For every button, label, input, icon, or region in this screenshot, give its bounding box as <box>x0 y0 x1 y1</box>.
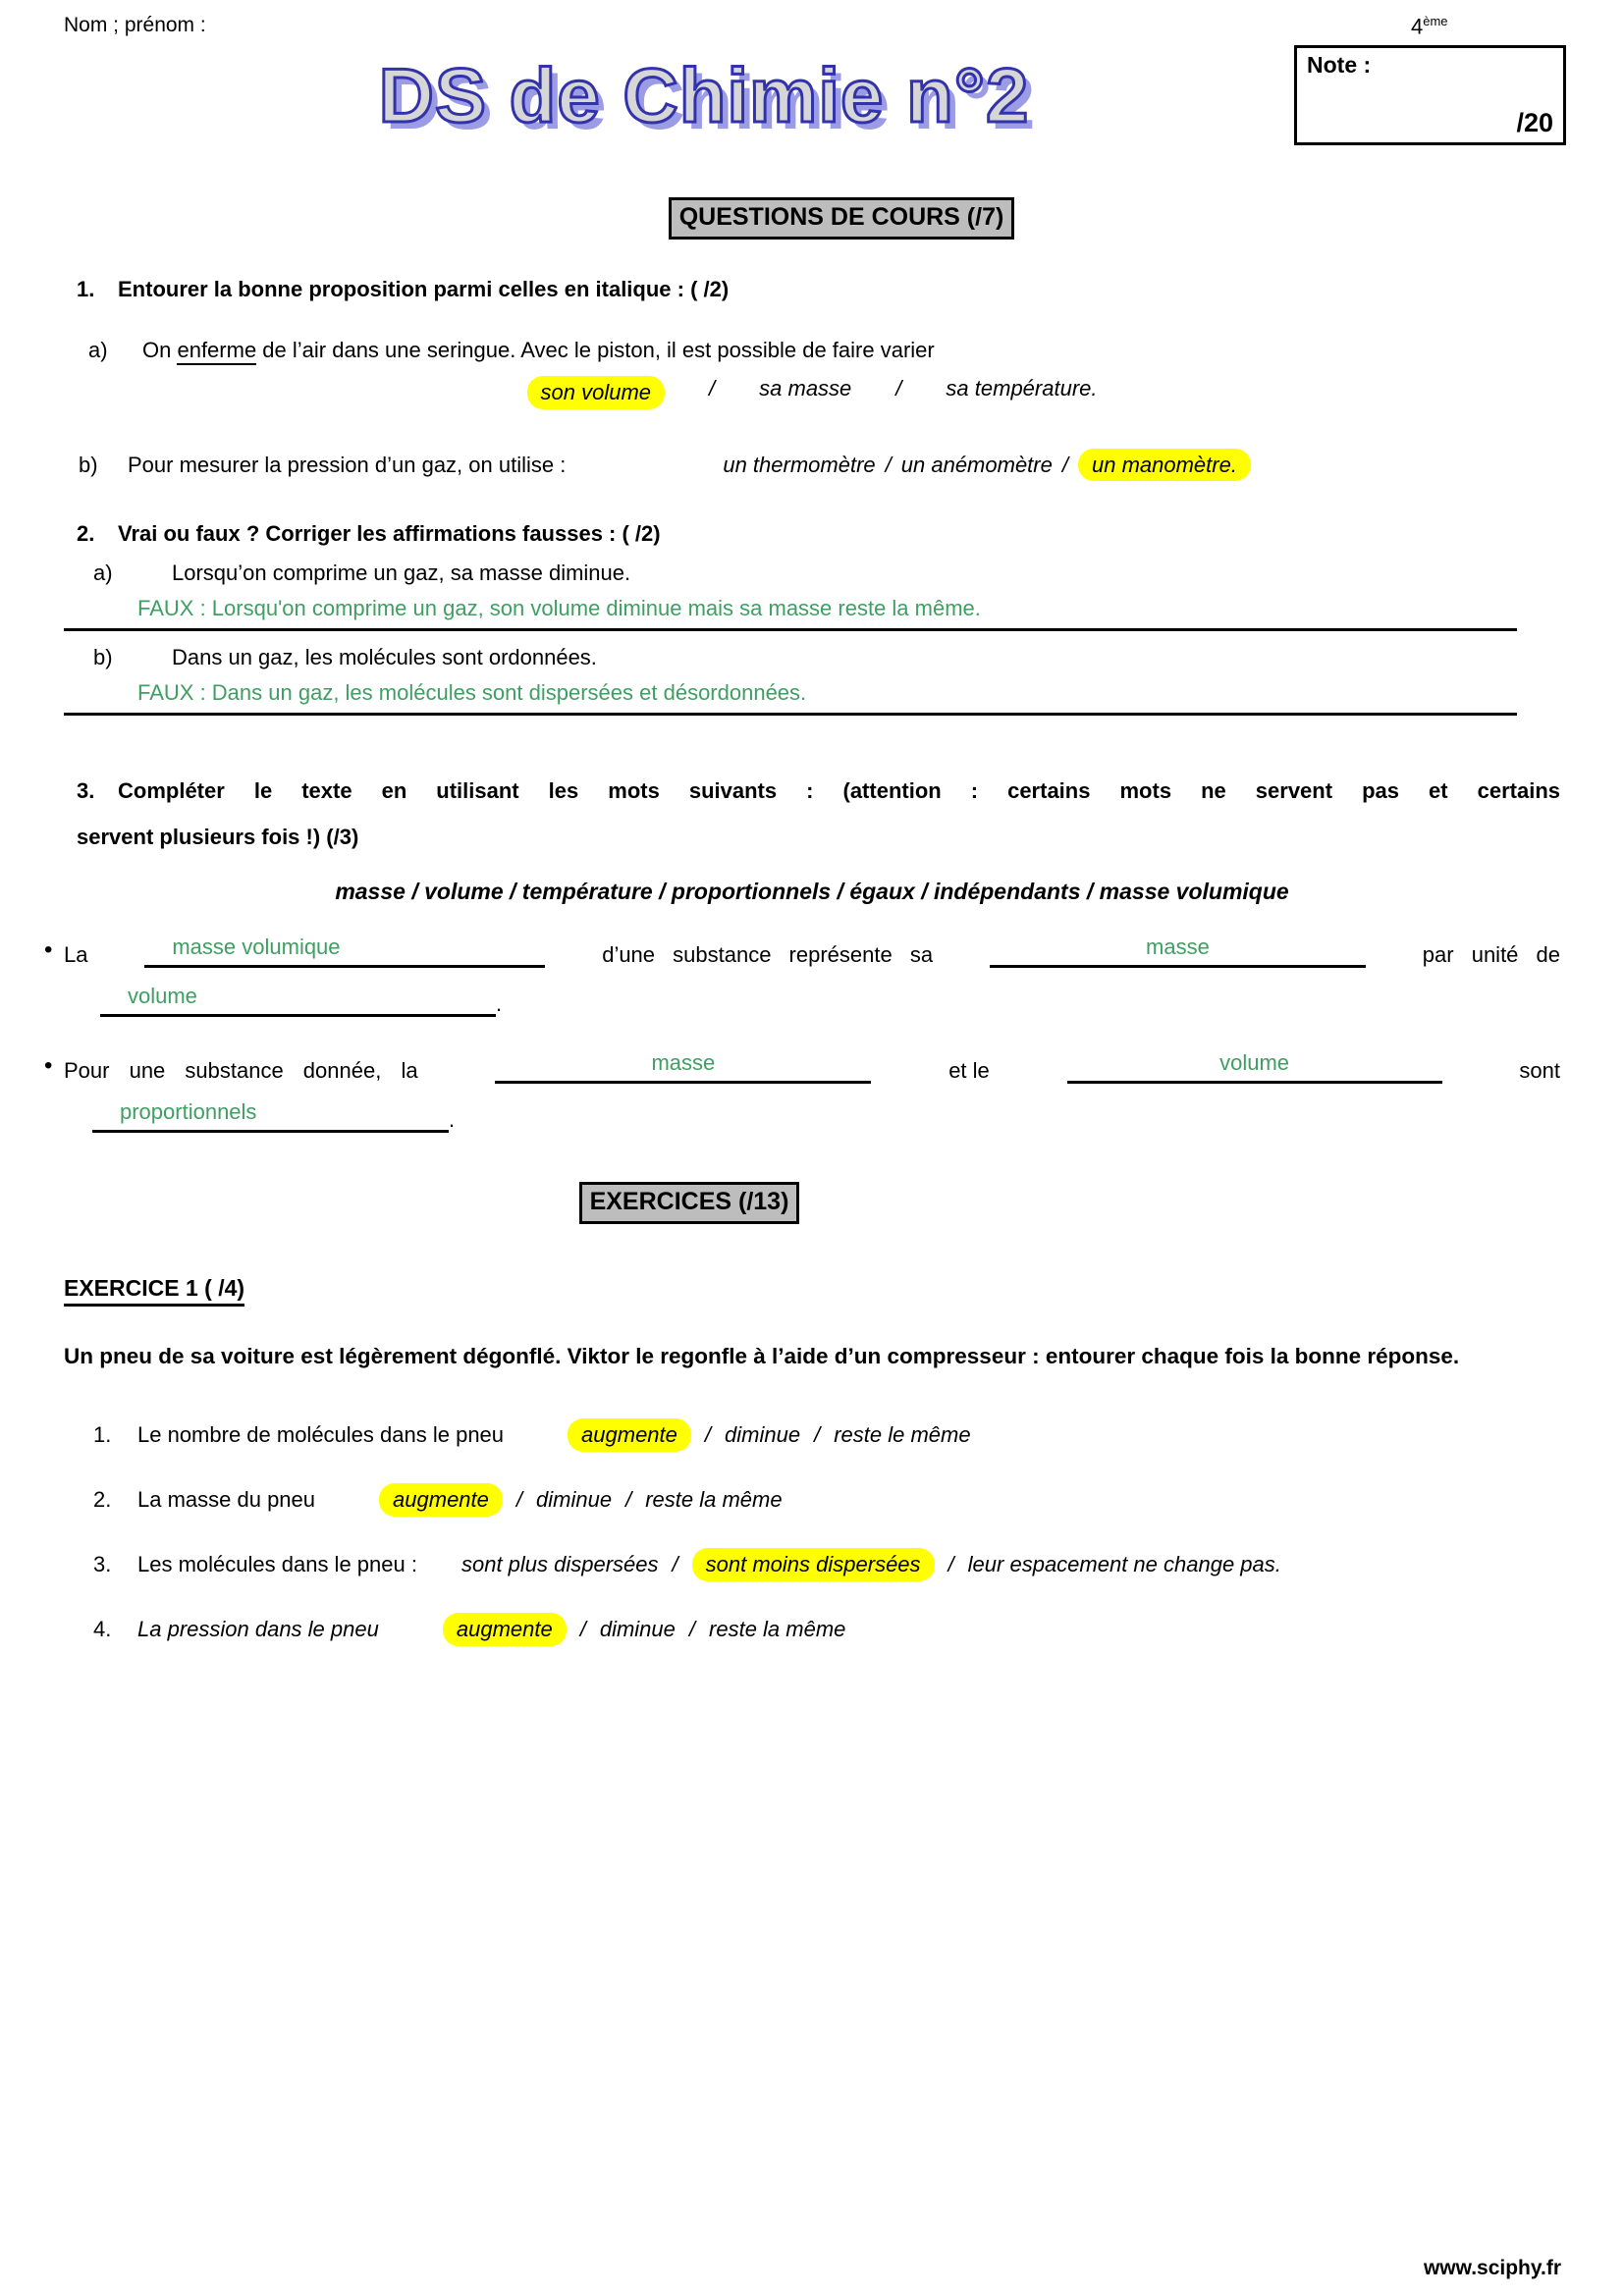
option-highlighted: augmente <box>443 1613 567 1646</box>
item-number: 1. <box>93 1422 112 1447</box>
text-fragment: . <box>496 991 503 1016</box>
question-1a-statement: On enferme de l’air dans une seringue. Avec le piston, il est possible de faire varier <box>142 338 935 363</box>
option-highlighted: augmente <box>568 1418 691 1452</box>
option: sa masse <box>759 376 852 400</box>
item-number: 4. <box>93 1617 112 1641</box>
option-separator: / <box>814 1422 821 1447</box>
text-fragment: par unité de <box>1422 942 1560 967</box>
answer-blank <box>144 934 545 968</box>
option-separator: / <box>1061 453 1068 477</box>
question-2b <box>93 645 1560 670</box>
question-2a-label: a) <box>93 561 113 585</box>
question-1a-label: a) <box>88 338 108 362</box>
grade-level <box>1411 14 1448 39</box>
item-lead: La masse du pneu <box>137 1487 316 1512</box>
grade-suffix: ème <box>1423 14 1448 28</box>
fill-in-sentence-2-cont <box>64 1099 1560 1133</box>
question-3-heading <box>77 767 1560 816</box>
option-highlighted: sont moins dispersées <box>692 1548 935 1581</box>
text-fragment: d’une substance représente sa <box>602 942 934 967</box>
option-separator: / <box>704 1422 712 1447</box>
answer-blank <box>92 1099 449 1133</box>
item-lead: La pression dans le pneu <box>137 1617 379 1641</box>
option: reste la même <box>709 1617 846 1641</box>
answer-blank <box>100 984 496 1017</box>
option: sa température. <box>946 376 1098 400</box>
question-2b-label: b) <box>93 645 113 669</box>
text-fragment: et le <box>948 1058 990 1083</box>
question-2-heading <box>77 521 1560 547</box>
fill-in-sentence-1 <box>44 934 1560 968</box>
questions-section-header: QUESTIONS DE COURS (/7) <box>669 197 1015 240</box>
blank-answer: masse <box>1146 934 1210 959</box>
question-1b-statement: Pour mesurer la pression d’un gaz, on utilise : un thermomètre / un anémomètre / un manomètre. <box>128 453 1251 478</box>
answer-blank <box>990 934 1366 968</box>
question-3-text-line1: Compléter le texte en utilisant les mots suivants : (attention : certains mots ne servent pas et certains <box>118 778 1560 803</box>
list-item <box>93 1418 1560 1452</box>
bullet-icon: • <box>44 936 53 963</box>
exercises-section <box>0 1182 1437 1224</box>
text-fragment: sont <box>1519 1058 1560 1083</box>
blank-answer: proportionnels <box>120 1099 257 1124</box>
option-separator: / <box>895 376 902 400</box>
exercises-section-header: EXERCICES (/13) <box>579 1182 800 1224</box>
question-2a-answer: FAUX : Lorsqu'on comprime un gaz, son volume diminue mais sa masse reste la même. <box>64 596 1517 631</box>
item-lead: Le nombre de molécules dans le pneu <box>137 1422 505 1447</box>
text-fragment: Pour une substance donnée, la <box>64 1058 418 1083</box>
blank-answer: masse <box>651 1050 716 1075</box>
note-label: Note : <box>1307 52 1372 78</box>
list-item <box>93 1483 1560 1517</box>
text-fragment: La <box>64 942 88 967</box>
option: sont plus dispersées <box>460 1552 659 1576</box>
question-1a-options <box>64 376 1560 409</box>
fill-in-sentence-1-cont <box>64 984 1560 1017</box>
questions-section <box>93 197 1590 240</box>
question-3-number: 3. <box>77 778 95 803</box>
option: reste le même <box>834 1422 971 1447</box>
exercise-1-title: EXERCICE 1 ( /4) <box>64 1275 244 1307</box>
option-separator: / <box>625 1487 632 1512</box>
question-2-number: 2. <box>77 521 95 546</box>
blank-answer: volume <box>128 984 197 1008</box>
exercise-1-heading <box>64 1275 1560 1307</box>
grade-box <box>1294 45 1566 145</box>
option-separator: / <box>579 1617 586 1641</box>
option-separator: / <box>947 1552 954 1576</box>
option-highlighted: augmente <box>379 1483 503 1517</box>
note-total: /20 <box>1516 108 1553 137</box>
grade-number: 4 <box>1411 14 1424 39</box>
page-title: DS de Chimie n°2 <box>378 52 1030 138</box>
fill-in-sentence-2 <box>44 1050 1560 1084</box>
answer-blank <box>495 1050 871 1084</box>
question-2a <box>93 561 1560 586</box>
question-2b-statement: Dans un gaz, les molécules sont ordonnées. <box>172 645 597 669</box>
option-separator: / <box>885 453 892 477</box>
option: diminue <box>536 1487 613 1512</box>
question-1b-options <box>723 453 1251 477</box>
question-1b <box>79 453 1560 478</box>
text-fragment: . <box>449 1107 456 1132</box>
question-2b-answer: FAUX : Dans un gaz, les molécules sont dispersées et désordonnées. <box>64 680 1517 716</box>
website-footer: www.sciphy.fr <box>1423 2257 1561 2279</box>
word-bank: masse / volume / température / proportionnels / égaux / indépendants / masse volumique <box>335 879 1289 904</box>
option: diminue <box>599 1617 676 1641</box>
question-1-heading <box>77 277 1560 302</box>
option: diminue <box>725 1422 801 1447</box>
name-field-label: Nom ; prénom : <box>64 14 206 36</box>
list-item <box>93 1613 1560 1646</box>
question-2 <box>64 521 1560 716</box>
option: un thermomètre <box>723 453 876 477</box>
option-separator: / <box>709 376 716 400</box>
exercise-1-intro: Un pneu de sa voiture est légèrement dégonflé. Viktor le regonfle à l’aide d’un compresseur : entourer chaque fois la bonne réponse. <box>64 1344 1460 1368</box>
option-separator: / <box>672 1552 678 1576</box>
option-highlighted: son volume <box>527 376 666 409</box>
question-2a-statement: Lorsqu’on comprime un gaz, sa masse diminue. <box>172 561 631 585</box>
list-item <box>93 1548 1560 1581</box>
item-number: 2. <box>93 1487 112 1512</box>
option: un anémomètre <box>900 453 1053 477</box>
blank-answer: masse volumique <box>172 934 341 959</box>
question-3-text-line2: servent plusieurs fois !) (/3) <box>77 825 359 849</box>
blank-answer: volume <box>1219 1050 1290 1075</box>
option-highlighted: un manomètre. <box>1078 449 1251 481</box>
item-lead: Les molécules dans le pneu : <box>137 1552 417 1576</box>
answer-blank <box>1067 1050 1442 1084</box>
question-1-text: Entourer la bonne proposition parmi celles en italique : ( /2) <box>118 277 730 301</box>
item-number: 3. <box>93 1552 112 1576</box>
option: reste la même <box>645 1487 783 1512</box>
question-1-number: 1. <box>77 277 95 301</box>
question-1b-label: b) <box>79 453 98 477</box>
bullet-icon: • <box>44 1052 53 1079</box>
underlined-word: enferme <box>177 338 256 365</box>
option-separator: / <box>515 1487 523 1512</box>
option: leur espacement ne change pas. <box>967 1552 1281 1576</box>
question-1a <box>64 338 1560 409</box>
option-separator: / <box>688 1617 696 1641</box>
question-2-text: Vrai ou faux ? Corriger les affirmations fausses : ( /2) <box>118 521 661 546</box>
